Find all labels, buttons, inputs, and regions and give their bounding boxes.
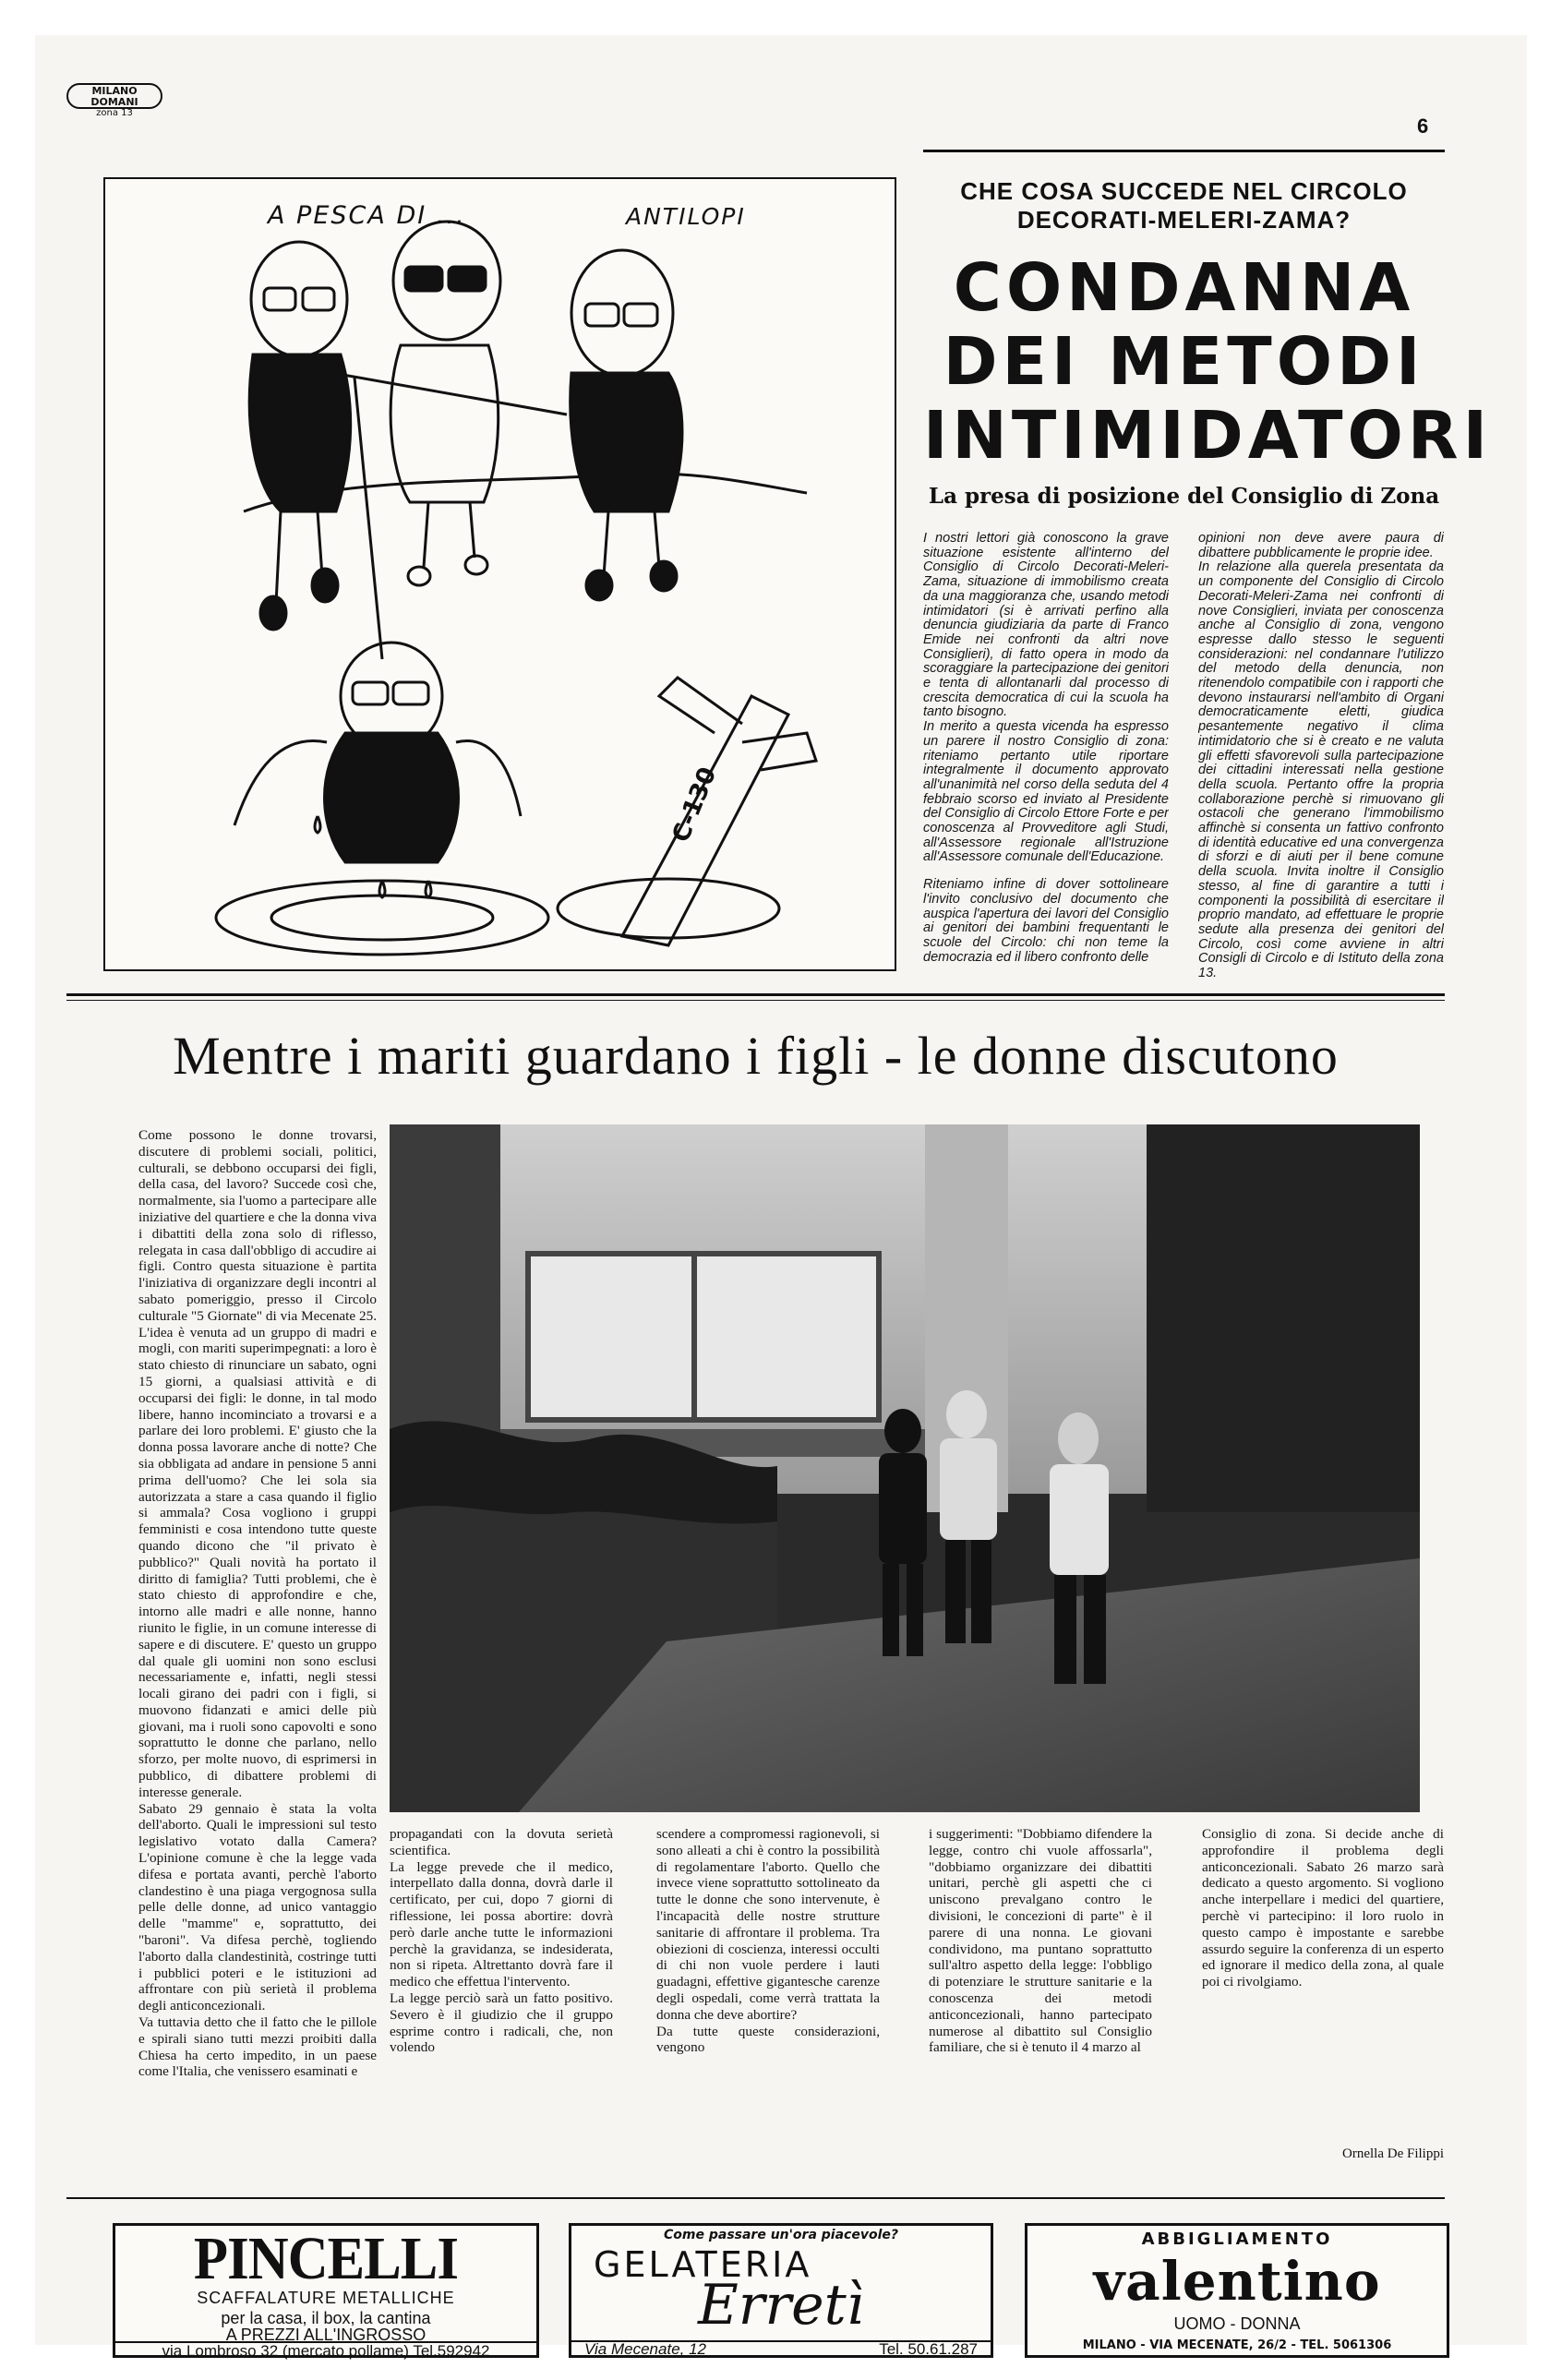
headline-line-3: INTIMIDATORI: [923, 397, 1493, 474]
ad-pincelli: [113, 2223, 539, 2358]
main-article-column-4: [929, 1826, 1152, 2186]
paragraph: La legge perciò sarà un fatto positivo. Severo è il giudizio che il gruppo esprime contro i radicali, che, non volendo: [390, 1989, 613, 2056]
ad-pincelli-tel: Tel.592942: [413, 2342, 490, 2360]
top-rule: [923, 150, 1445, 152]
cartoon-caption-right: ANTILOPI: [626, 203, 746, 230]
headline-line-2: DEI METODI: [943, 323, 1425, 400]
political-cartoon: [103, 177, 896, 971]
kicker-line-2: DECORATI-MELERI-ZAMA?: [1016, 206, 1352, 234]
article-subhead: La presa di posizione del Consiglio di Zona: [928, 484, 1440, 509]
section-divider: [66, 993, 1445, 996]
cartoon-caption-left: A PESCA DI ...: [268, 201, 466, 230]
article-headline: [923, 249, 1493, 474]
ad-pincelli-address-row: [115, 2341, 536, 2360]
section-divider-thin: [66, 1000, 1445, 1001]
ad-valentino-category: ABBIGLIAMENTO: [1141, 2230, 1333, 2249]
kicker-line-1: CHE COSA SUCCEDE NEL CIRCOLO: [960, 177, 1408, 205]
ad-gelateria-address: Via Mecenate, 12: [584, 2340, 706, 2358]
ad-pincelli-address: via Lombroso 32 (mercato pollame): [162, 2342, 409, 2360]
plane-marking: C-130: [667, 763, 723, 847]
logo-title: MILANO DOMANI: [90, 85, 138, 108]
paragraph: Da tutte queste considerazioni, vengono: [656, 2023, 880, 2056]
ad-gelateria-name: GELATERIA: [594, 2244, 812, 2285]
paragraph: Va tuttavia detto che il fatto che le pillole e spirali siano tutti mezzi proibiti dalla Chiesa ha certo impedito, in un paese come l'Italia, che venissero esaminati e: [138, 2014, 377, 2080]
main-article-left-column: [138, 1127, 377, 2169]
ad-valentino-name: valentino: [1093, 2250, 1381, 2313]
ad-gelateria-tel: Tel. 50.61.287: [879, 2340, 978, 2358]
article-column-2: [1198, 532, 1444, 1012]
main-article-column-3: [656, 1826, 880, 2186]
ad-pincelli-line3: A PREZZI ALL'INGROSSO: [225, 2326, 427, 2344]
paragraph: Come possono le donne trovarsi, discutere di problemi sociali, politici, culturali, se debbono occuparsi dei figli, della casa, del lavoro? Succede così che, normalmente, sia l'uomo a partecipare alle iniziative del quartiere e che la donna viva i dibattiti della zona solo di riflesso, relegata in casa dall'obbligo di accudire ai figli. Contro questa situazione è partita l'iniziativa di organizzare degli incontri al sabato pomeriggio, presso il Circolo culturale "5 Giornate" di via Mecenate 25. L'idea è venuta ad un gruppo di madri e mogli, con mariti superimpegnati: a loro è stato chiesto di rinunciare un sabato, ogni 15 giorni, a qualsiasi attività e di occuparsi dei figli: le donne, in tal modo libere, hanno incominciato a trovarsi e a parlare dei loro problemi. E' giusto che la donna possa lavorare anche di notte? Che sia obbligata ad andare in pensione 5 anni prima dell'uomo? Che lei sola sia autorizzata a stare a casa quando il figlio si ammala? Cosa vogliono i gruppi femministi e cosa intendono tutte queste quando dicono che "il privato è pubblico?" Quali novità ha portato il diritto di famiglia? Tutti problemi, che è stato chiesto di approfondire e che, intorno alle madri e alle nonne, hanno riunito le figlie, in un comune interesse di sapere e di discutere. E' questo un gruppo dal quale gli uomini non sono esclusi necessariamente e, infatti, negli stessi locali girano dei padri con i figli, si muovono fidanzati e amici delle più giovani, ma i ruoli sono capovolti e sono soprattutto le donne che parlano, nello sforzo, per molte nuovo, di esprimersi in pubblico, di dibattere problemi di interesse generale.: [138, 1127, 377, 1800]
ad-gelateria-slogan: Come passare un'ora piacevole?: [664, 2228, 898, 2242]
ad-pincelli-name: PINCELLI: [193, 2225, 459, 2292]
paragraph: Sabato 29 gennaio è stata la volta dell'aborto. Quali le impressioni sul testo legislativo votato dalla Camera? L'opinione comune è che la legge vada difesa e portata avanti, perchè l'aborto clandestino è una piaga vergognosa sulla pelle delle donne, ad unico vantaggio delle "mamme" e, soprattutto, dei "baroni". Va difesa perchè, togliendo l'aborto dalla clandestinità, costringe tutti i pubblici poteri e le istituzioni ad affrontare con più serietà il problema degli anticoncezionali.: [138, 1800, 377, 2014]
author-signature: Ornella De Filippi: [1342, 2146, 1444, 2161]
ad-valentino-address: MILANO - VIA MECENATE, 26/2 - TEL. 5061306: [1082, 2338, 1392, 2352]
main-headline: Mentre i mariti guardano i figli - le donne discutono: [173, 1026, 1339, 1086]
paragraph: Riteniamo infine di dover sottolineare l'invito conclusivo del documento che auspica l'apertura dei lavori del Consiglio ai genitori dei bambini frequentanti le scuole del Circolo: chi non teme la democrazia ed il libero confronto delle: [923, 877, 1169, 965]
photo-illustration-icon: [390, 1124, 1420, 1812]
children-courtyard-photo: [390, 1124, 1420, 1812]
ad-valentino: [1025, 2223, 1449, 2358]
paragraph: scendere a compromessi ragionevoli, si sono alleati a chi è contro la possibilità di regolamentare l'aborto. Quello che invece viene soprattutto sottolineato da tutte le donne che sono intervenute, è l'incapacità delle nostre strutture sanitarie di affrontare il problema. Tra obiezioni di coscienza, interessi occulti di chi non vuole perdere i lauti guadagni, effettive gigantesche carenze degli ospedali, come verrà trattata la donna che deve abortire?: [656, 1826, 880, 2023]
ad-gelateria-script-name: Erretì: [698, 2273, 864, 2338]
paragraph: In relazione alla querela presentata da un componente del Consiglio di Circolo Decorati-Meleri-Zama nei confronti di nove Consiglieri, inviata per conoscenza anche al Consiglio di zona, vengono espresse dallo stesso le seguenti considerazioni: nel condannare l'utilizzo del metodo della denuncia, non ritenendolo compatibile con i rapporti che devono instaurarsi nell'ambito di Organi democraticamente eletti, giudica pesantemente negativo il clima intimidatorio che si è creato e ne valuta gli effetti sfavorevoli sulla partecipazione dei cittadini interessati nella gestione della scuola. Pertanto offre la propria collaborazione perchè si rimuovano gli ostacoli che generano l'immobilismo affinchè si consenta un fattivo confronto di identità educative ed una convergenza di sforzi e di aiuti per il bene comune della scuola. Invita inoltre il Consiglio stesso, al fine di garantire a tutti i componenti la possibilità di esercitare il proprio mandato, ad effettuare le proprie sedute alla presenza dei genitori del Circolo, così come avviene in altri Consigli di Circolo e di Istituto della zona 13.: [1198, 559, 1444, 981]
ad-gelateria: [569, 2223, 993, 2358]
newspaper-logo: [66, 83, 162, 118]
paragraph: propagandati con la dovuta serietà scientifica.: [390, 1826, 613, 1858]
main-article-column-5: [1202, 1826, 1444, 2186]
ad-valentino-sub: UOMO - DONNA: [1173, 2314, 1301, 2333]
ad-pincelli-line2: per la casa, il box, la cantina: [221, 2309, 431, 2327]
paragraph: Consiglio di zona. Si decide anche di approfondire il problema degli anticoncezionali. Sabato 26 marzo sarà dedicato a questo argomento. Si vogliono anche interpellare i medici del quartiere, perchè vi partecipino: il loro ruolo in questo campo è impostante e sarebbe assurdo seguire la conferenza di un esperto ed ignorare il medico della zona, al quale poi ci rivolgiamo.: [1202, 1826, 1444, 1990]
ad-pincelli-line1: SCAFFALATURE METALLICHE: [197, 2289, 455, 2307]
bottom-rule: [66, 2197, 1445, 2199]
cartoon-illustration-icon: [105, 179, 896, 971]
headline-line-1: CONDANNA: [953, 249, 1415, 326]
paragraph: In merito a questa vicenda ha espresso un parere il nostro Consiglio di zona: riteniamo pertanto utile riportare integralmente il documento approvato all'unanimità nel corso della seduta del 4 febbraio scorso ed inviato al Presidente del Consiglio di Circolo Ettore Forte e per conoscenza al Provveditore agli Studi, all'Assessore regionale all'Istruzione all'Assessore comunale dell'Educazione.: [923, 719, 1169, 865]
paragraph: opinioni non deve avere paura di dibattere pubblicamente le proprie idee.: [1198, 532, 1444, 560]
paragraph: La legge prevede che il medico, interpellato dalla donna, dovrà darle il certificato, per cui, dopo 7 giorni di riflessione, lei possa abortire: dovrà però darle anche tutte le informazioni perchè la gravidanza, se indesiderata, non si ripeta. Altrettanto dovrà fare il medico che effettua l'intervento.: [390, 1858, 613, 1990]
logo-subtitle: zona 13: [96, 108, 133, 118]
paragraph: I nostri lettori già conoscono la grave situazione esistente all'interno del Consiglio di Circolo Decorati-Meleri-Zama, situazione di immobilismo creata da una maggioranza che, usando metodi intimidatori (si è arrivati perfino alla denuncia giudiziaria da parte di Franco Emide nei confronti da altri nove Consiglieri), di fatto opera in modo da scoraggiare la partecipazione dei genitori e tenta di allontanarli dal processo di crescita democratica di cui la scuola ha tanto bisogno.: [923, 532, 1169, 720]
main-article-column-2: [390, 1826, 613, 2186]
article-kicker: [923, 177, 1445, 234]
page-number: 6: [1417, 114, 1429, 138]
article-column-1: [923, 532, 1169, 986]
paragraph: i suggerimenti: "Dobbiamo difendere la legge, contro chi vuole affossarla", "dobbiamo organizzare dei dibattiti unitari, perchè gli aspetti che ci uniscono prevalgano contro le divisioni, le concezioni di parte" è il parere di una nonna. Le giovani condividono, ma puntano soprattutto sull'altro aspetto della legge: l'obbligo di potenziare le strutture sanitarie e la conoscenza dei metodi anticoncezionali, hanno partecipato numerose al dibattito sul Consiglio familiare, che si è tenuto il 4 marzo al: [929, 1826, 1152, 2056]
